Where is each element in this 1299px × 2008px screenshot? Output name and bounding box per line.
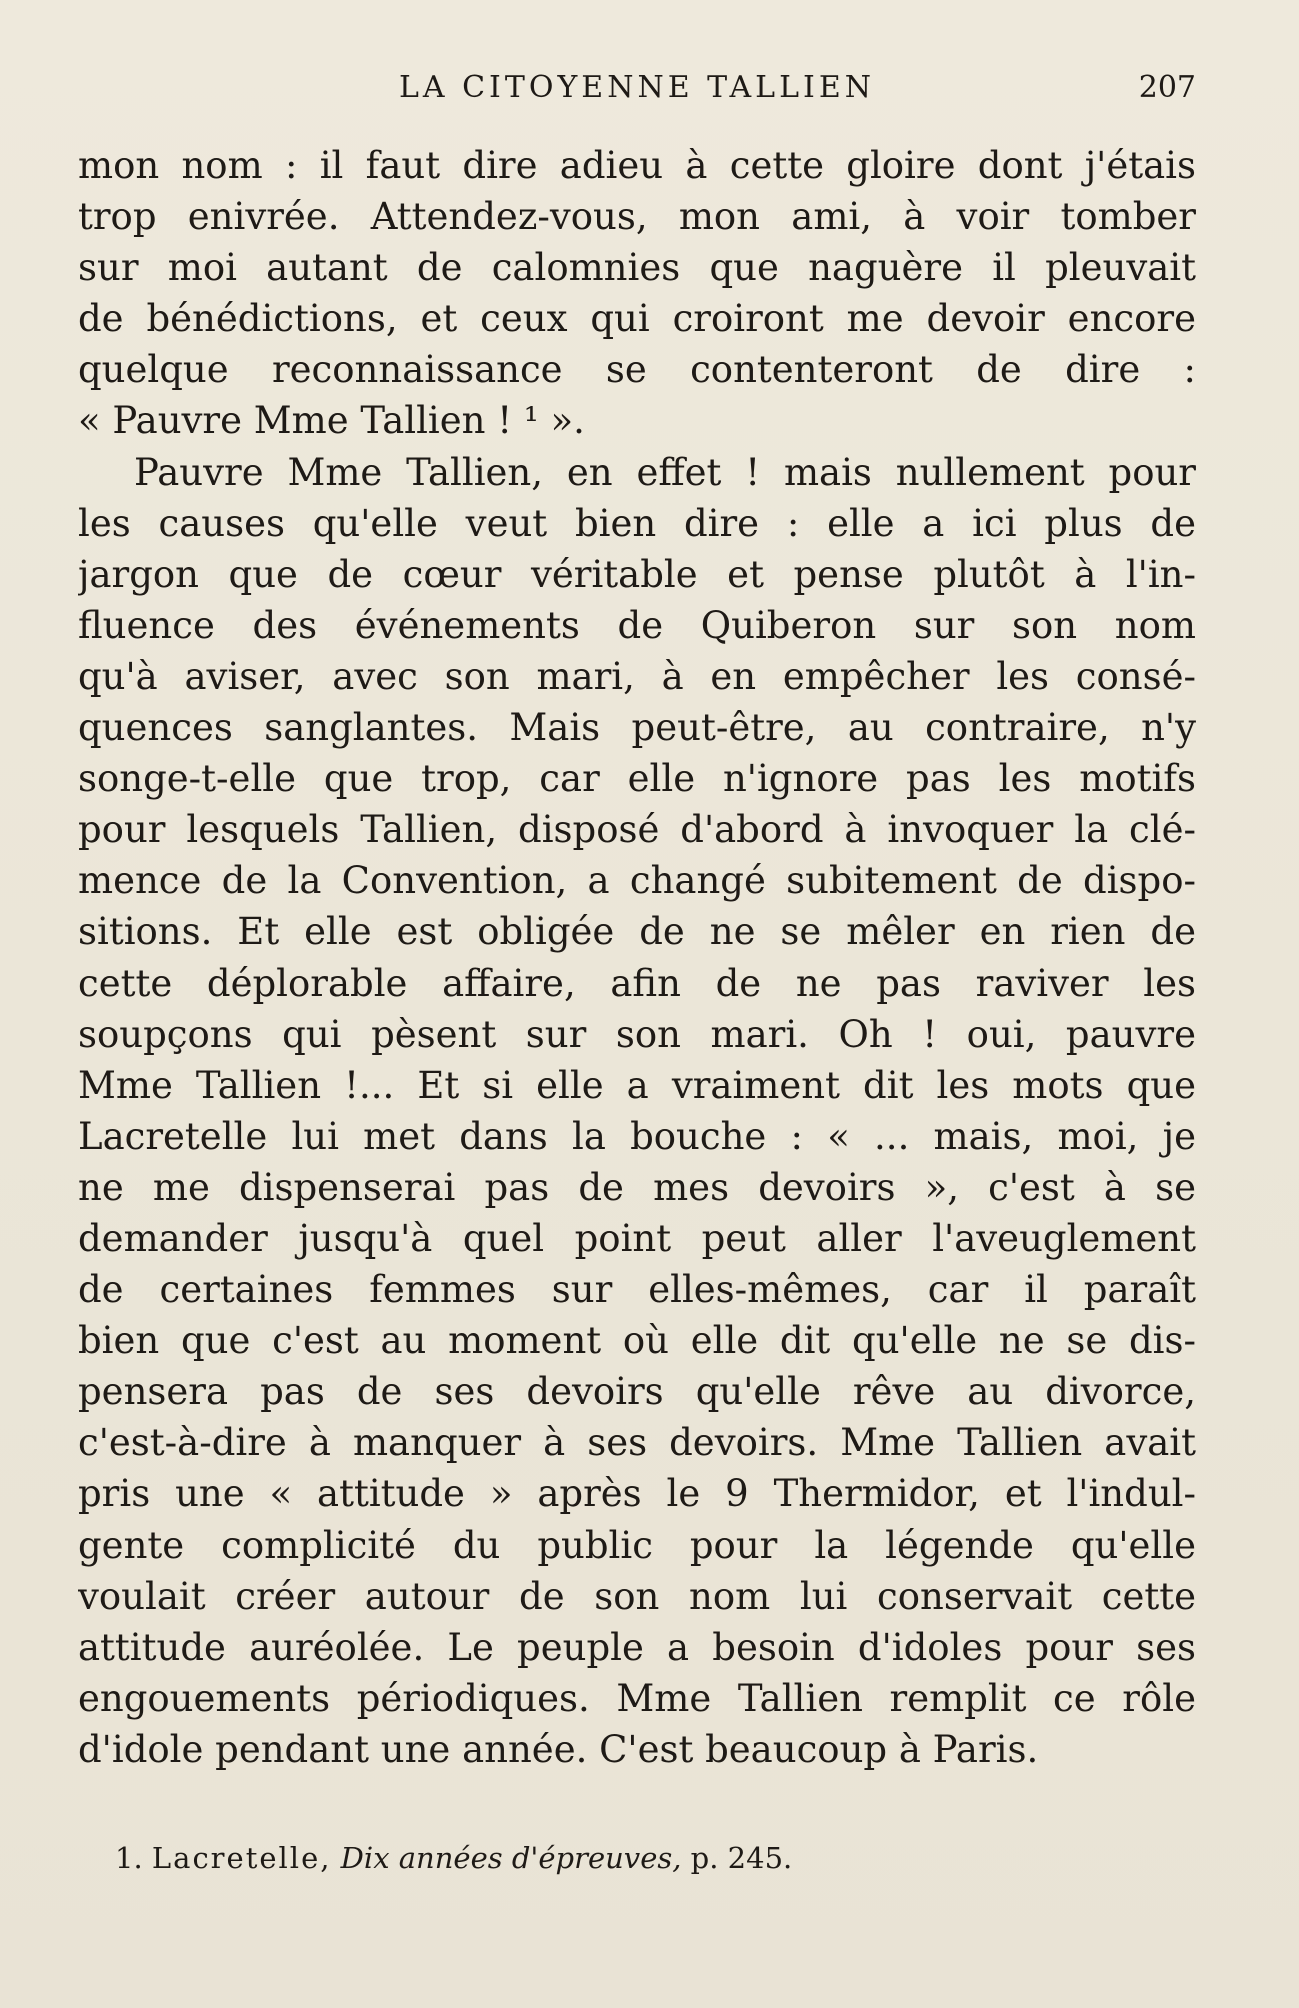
footnote-number: 1.	[115, 1841, 143, 1875]
text-line: bien que c'est au moment où elle dit qu'elle ne se dis-	[78, 1319, 1196, 1363]
text-line: mon nom : il faut dire adieu à cette gloire dont j'étais	[78, 144, 1196, 187]
text-line: « Pauvre Mme Tallien ! ¹ ».	[78, 399, 585, 443]
text-line: songe-t-elle que trop, car elle n'ignore pas les motifs	[78, 757, 1196, 801]
text-line: attitude auréolée. Le peuple a besoin d'idoles pour ses	[78, 1625, 1196, 1669]
text-line: pensera pas de ses devoirs qu'elle rêve au divorce,	[78, 1370, 1196, 1414]
text-line: pris une « attitude » après le 9 Thermidor, et l'indul-	[78, 1472, 1196, 1516]
footnote	[115, 1836, 1195, 1880]
text-line: mence de la Convention, a changé subitement de dispo-	[78, 859, 1196, 903]
page-number: 207	[1138, 70, 1196, 105]
text-line: qu'à aviser, avec son mari, à en empêcher les consé-	[78, 654, 1196, 698]
page-header	[78, 66, 1196, 110]
text-line: Lacretelle lui met dans la bouche : « ... mais, moi, je	[78, 1114, 1196, 1158]
text-line: cette déplorable affaire, afin de ne pas raviver les	[78, 961, 1196, 1005]
text-line: quences sanglantes. Mais peut-être, au contraire, n'y	[78, 706, 1196, 750]
text-line: soupçons qui pèsent sur son mari. Oh ! oui, pauvre	[78, 1012, 1196, 1056]
text-line: Mme Tallien !... Et si elle a vraiment dit les mots que	[78, 1063, 1196, 1107]
text-line: jargon que de cœur véritable et pense plutôt à l'in-	[78, 552, 1196, 596]
footnote-author: Lacretelle,	[151, 1841, 332, 1875]
text-line: engouements périodiques. Mme Tallien remplit ce rôle	[78, 1676, 1196, 1720]
text-line: les causes qu'elle veut bien dire : elle a ici plus de	[78, 501, 1196, 545]
text-line: demander jusqu'à quel point peut aller l'aveuglement	[78, 1216, 1196, 1260]
text-line: de certaines femmes sur elles-mêmes, car il paraît	[78, 1268, 1196, 1312]
text-line: d'idole pendant une année. C'est beaucoup à Paris.	[78, 1727, 1039, 1771]
text-line: Pauvre Mme Tallien, en effet ! mais nullement pour	[134, 450, 1196, 494]
text-line: pour lesquels Tallien, disposé d'abord à invoquer la clé-	[78, 808, 1196, 852]
footnote-title: Dix années d'épreuves,	[340, 1841, 682, 1875]
text-line: fluence des événements de Quiberon sur son nom	[78, 603, 1196, 647]
text-line: ne me dispenserai pas de mes devoirs », c'est à se	[78, 1165, 1196, 1209]
text-line: voulait créer autour de son nom lui conservait cette	[78, 1574, 1196, 1618]
text-line: sitions. Et elle est obligée de ne se mêler en rien de	[78, 910, 1196, 954]
running-title: LA CITOYENNE TALLIEN	[398, 70, 876, 105]
text-line: de bénédictions, et ceux qui croiront me devoir encore	[78, 297, 1196, 341]
text-line: c'est-à-dire à manquer à ses devoirs. Mme Tallien avait	[78, 1421, 1196, 1465]
footnote-page: p. 245.	[690, 1841, 793, 1875]
text-line: sur moi autant de calomnies que naguère il pleuvait	[78, 246, 1196, 290]
body-text	[78, 140, 1196, 1775]
text-line: trop enivrée. Attendez-vous, mon ami, à voir tomber	[78, 195, 1196, 239]
text-line: gente complicité du public pour la légende qu'elle	[78, 1523, 1196, 1567]
text-line: quelque reconnaissance se contenteront de dire :	[78, 348, 1196, 392]
